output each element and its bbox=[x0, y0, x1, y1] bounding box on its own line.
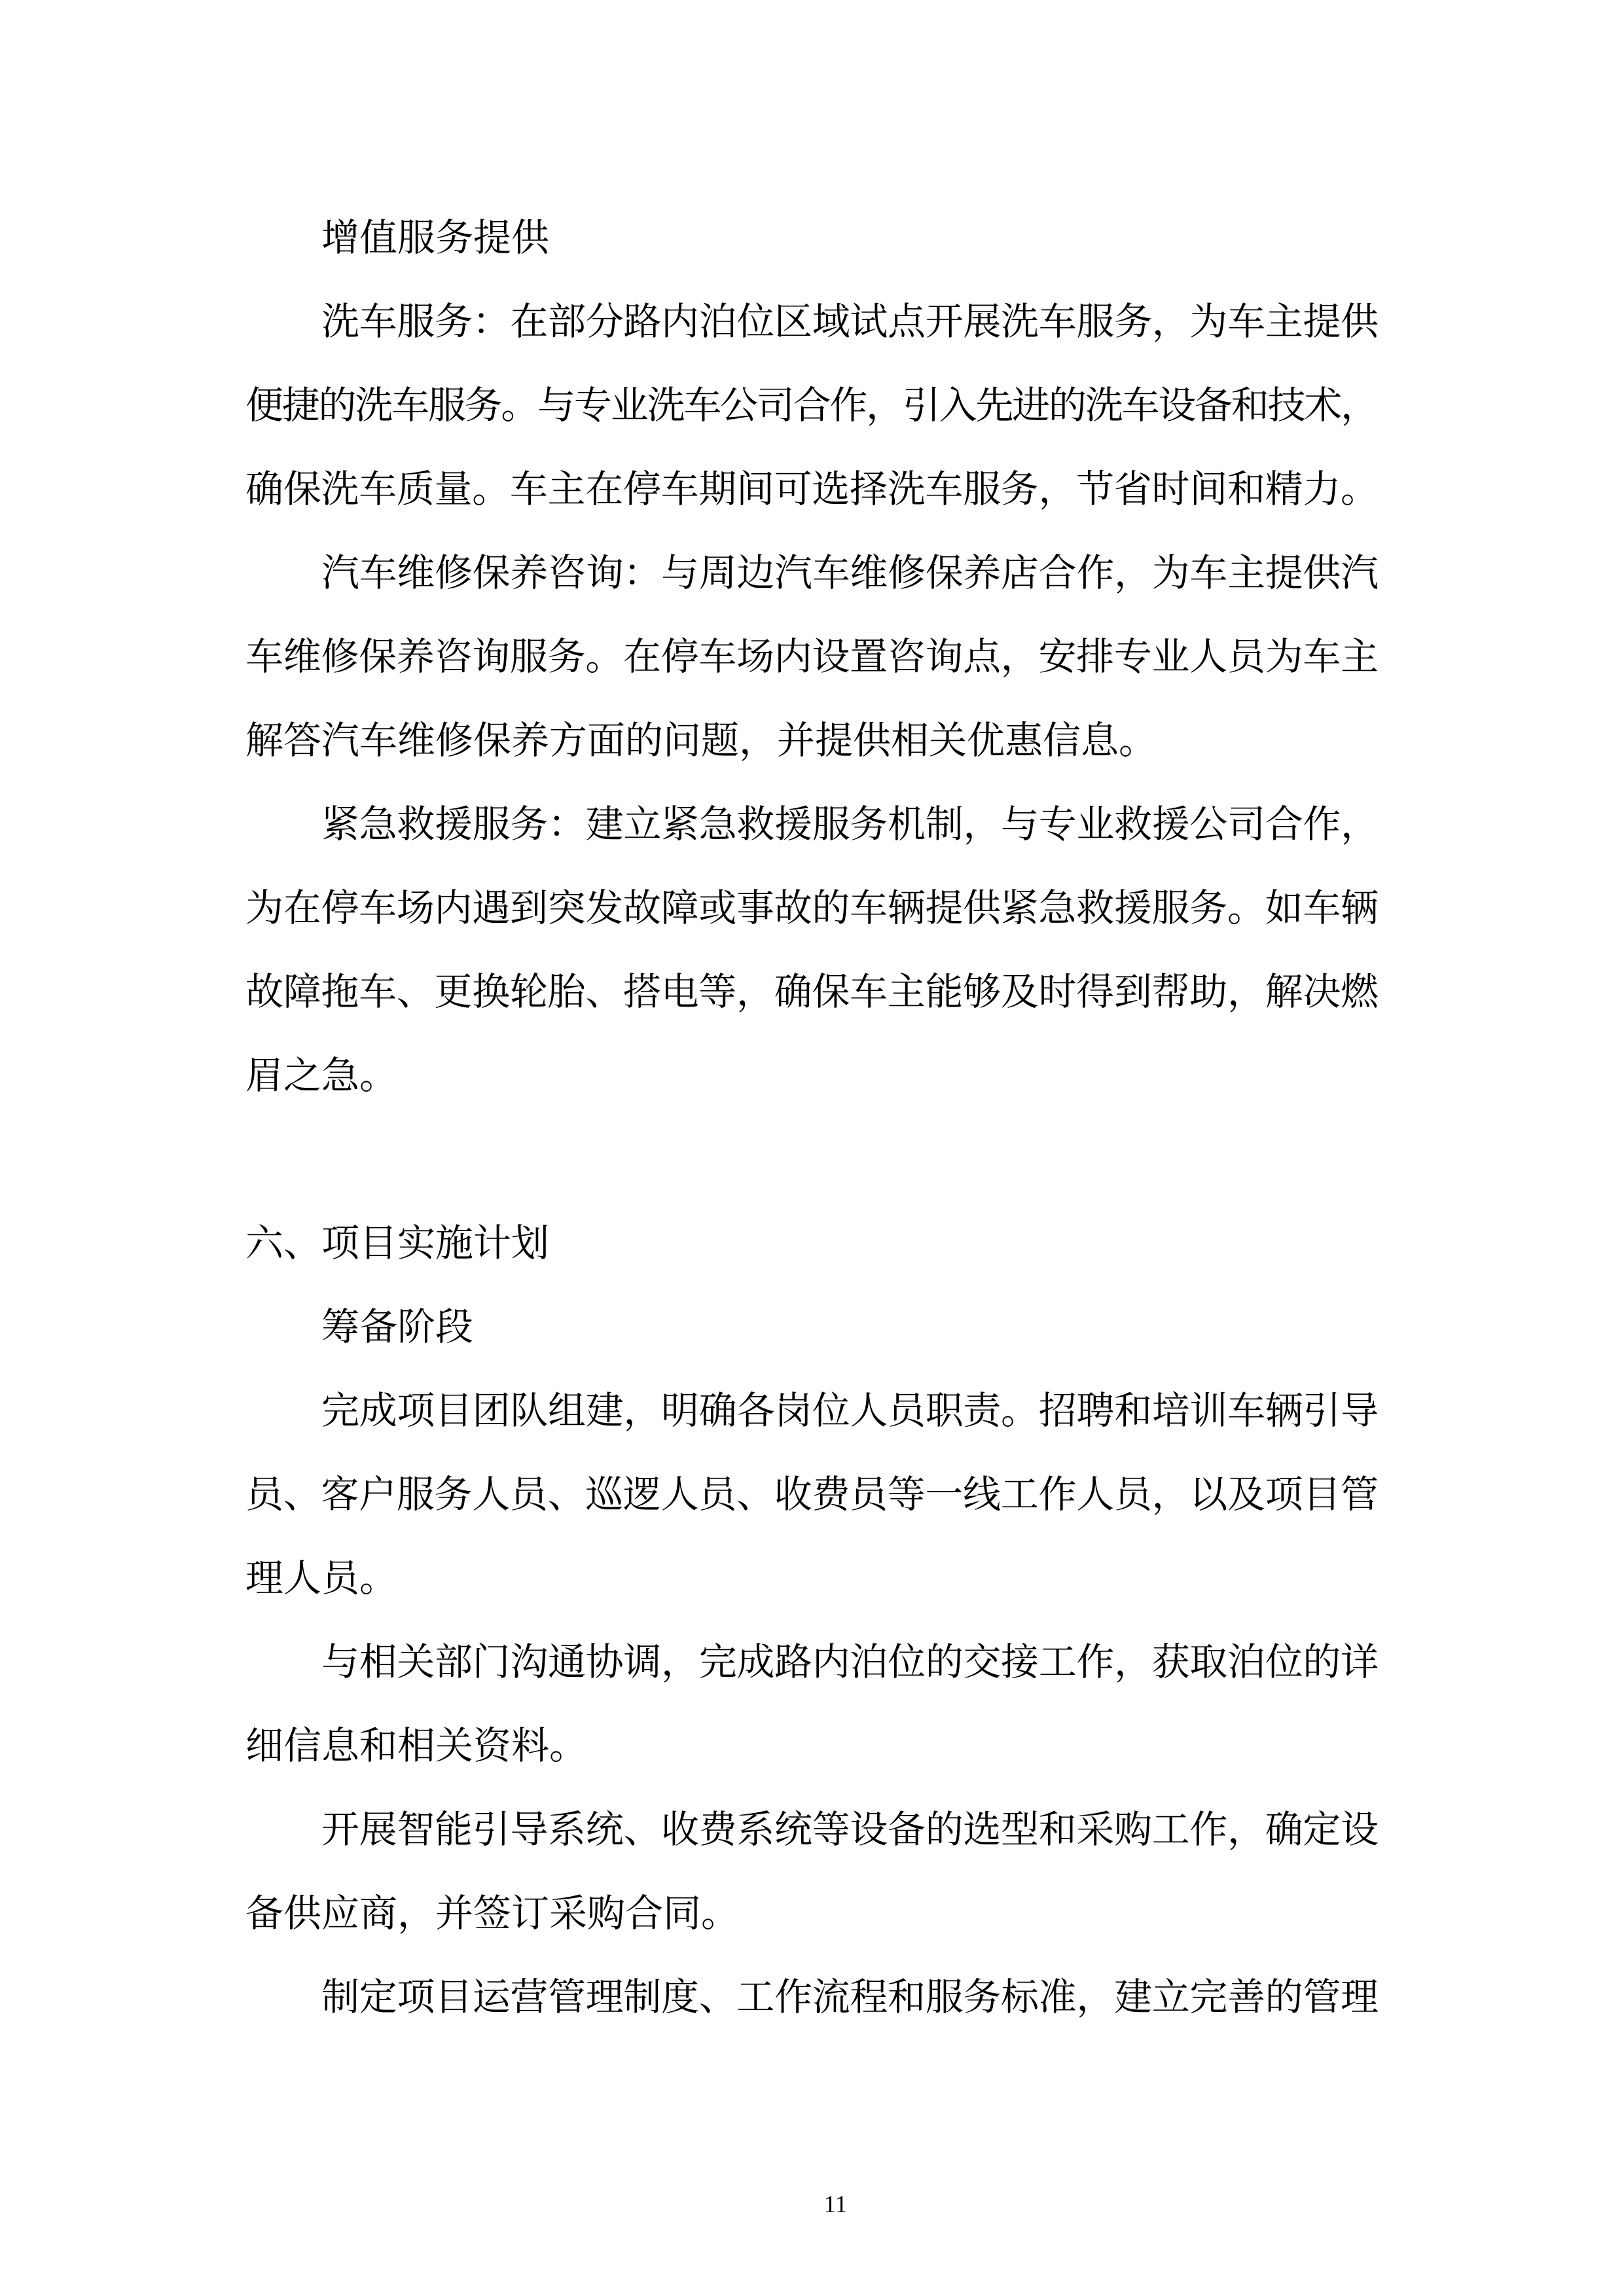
paragraph bbox=[245, 1202, 1379, 1285]
paragraph bbox=[245, 1369, 1379, 1621]
text-line: 六、项目实施计划 bbox=[245, 1222, 550, 1265]
paragraph bbox=[245, 1621, 1379, 1788]
text-line: 车维修保养咨询服务。在停车场内设置咨询点，安排专业人员为车主 bbox=[245, 636, 1379, 678]
text-line: 细信息和相关资料。 bbox=[245, 1725, 588, 1767]
page-number: 11 bbox=[823, 2191, 848, 2218]
text-line: 员、客户服务人员、巡逻人员、收费员等一线工作人员，以及项目管 bbox=[245, 1473, 1379, 1516]
text-line: 便捷的洗车服务。与专业洗车公司合作，引入先进的洗车设备和技术， bbox=[245, 384, 1377, 427]
paragraph bbox=[245, 1118, 1379, 1202]
paragraph bbox=[245, 1285, 1379, 1369]
text-line: 眉之急。 bbox=[245, 1054, 398, 1097]
paragraph bbox=[245, 531, 1379, 783]
paragraph bbox=[245, 196, 1379, 280]
text-line: 解答汽车维修保养方面的问题，并提供相关优惠信息。 bbox=[245, 719, 1157, 762]
text-line: 确保洗车质量。车主在停车期间可选择洗车服务，节省时间和精力。 bbox=[245, 468, 1379, 511]
text-line: 与相关部门沟通协调，完成路内泊位的交接工作，获取泊位的详 bbox=[321, 1641, 1379, 1683]
text-line: 增值服务提供 bbox=[321, 217, 550, 259]
text-line: 完成项目团队组建，明确各岗位人员职责。招聘和培训车辆引导 bbox=[321, 1390, 1379, 1432]
paragraph bbox=[245, 1956, 1379, 2039]
paragraph bbox=[245, 280, 1379, 531]
document-body bbox=[245, 196, 1379, 2039]
text-line: 为在停车场内遇到突发故障或事故的车辆提供紧急救援服务。如车辆 bbox=[245, 887, 1379, 929]
text-line: 开展智能引导系统、收费系统等设备的选型和采购工作，确定设 bbox=[321, 1808, 1379, 1851]
text-line: 汽车维修保养咨询：与周边汽车维修保养店合作，为车主提供汽 bbox=[321, 552, 1379, 594]
blank-line bbox=[245, 1118, 1379, 1202]
text-line: 筹备阶段 bbox=[321, 1306, 474, 1348]
text-line: 故障拖车、更换轮胎、搭电等，确保车主能够及时得到帮助，解决燃 bbox=[245, 971, 1379, 1013]
text-line: 紧急救援服务：建立紧急救援服务机制，与专业救援公司合作， bbox=[321, 803, 1379, 846]
paragraph bbox=[245, 783, 1379, 1118]
text-line: 制定项目运营管理制度、工作流程和服务标准，建立完善的管理 bbox=[321, 1976, 1379, 2018]
paragraph bbox=[245, 1788, 1379, 1956]
text-line: 备供应商，并签订采购合同。 bbox=[245, 1892, 740, 1935]
text-line: 理人员。 bbox=[245, 1557, 398, 1600]
text-line: 洗车服务：在部分路内泊位区域试点开展洗车服务，为车主提供 bbox=[321, 300, 1379, 343]
